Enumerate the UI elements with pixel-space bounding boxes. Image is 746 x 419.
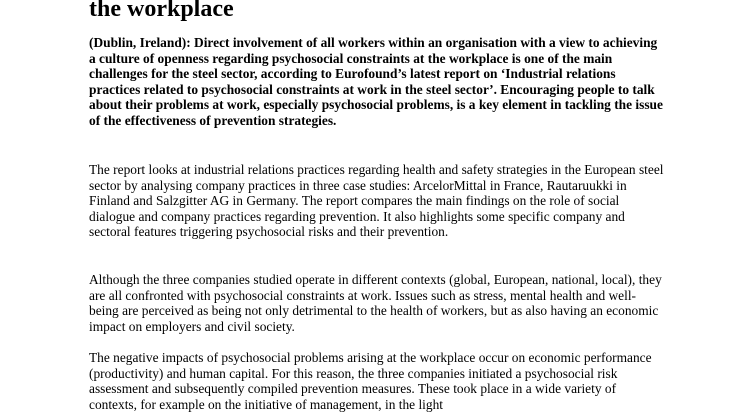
body-paragraph-2: Although the three companies studied operate in different contexts (global, European, national, local), they are all confronted with psychosocial constraints at work. Issues such as stress, mental health and well-being are perceived as being not only detrimental to the health of workers, but as also having an economic impact on employers and civil society. (89, 272, 662, 334)
article-title: the workplace (89, 0, 234, 22)
body-paragraph-1: The report looks at industrial relations practices regarding health and safety strategies in the European steel sector by analysing company practices in three case studies: ArcelorMittal in France, Rautaruukki in Finland and Salzgitter AG in Germany. The report compares the main findings on the role of social dialogue and company practices regarding prevention. It also highlights some specific company and sectoral features triggering psychosocial risks and their prevention. (89, 162, 664, 240)
body-paragraph-3: The negative impacts of psychosocial problems arising at the workplace occur on economic performance (productivity) and human capital. For this reason, the three companies initiated a psychosocial risk assessment and subsequently compiled prevention measures. These took place in a wide variety of contexts, for example on the initiative of management, in the light (89, 350, 652, 412)
lead-paragraph: (Dublin, Ireland): Direct involvement of all workers within an organisation with a view to achieving a culture of openness regarding psychosocial constraints at the workplace is one of the main challenges for the steel sector, according to Eurofound’s latest report on ‘Industrial relations practices related to psychosocial constraints at work in the steel sector’. Encouraging people to talk about their problems at work, especially psychosocial problems, is a key element in tackling the issue of the effectiveness of prevention strategies. (89, 35, 663, 128)
